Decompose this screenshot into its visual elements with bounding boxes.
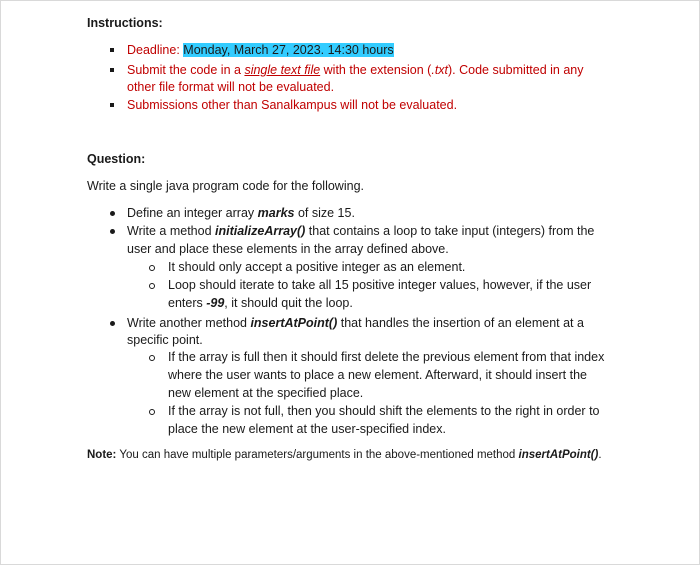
- txt-extension: .txt: [431, 63, 449, 77]
- bullet-initialize-array-line2: user and place these elements in the array defined above.: [127, 242, 449, 256]
- b3-post: that handles the insertion of an element at a: [337, 316, 584, 330]
- circle-bullet-icon: [149, 409, 155, 415]
- instructions-heading: Instructions:: [87, 16, 163, 30]
- s2-pre: enters: [168, 296, 207, 310]
- b3-pre: Write another method: [127, 316, 251, 330]
- submit-text: Submit the code in a: [127, 63, 245, 77]
- bullet-define-array: [127, 205, 355, 222]
- note-line: [87, 447, 602, 464]
- s2-post: , it should quit the loop.: [224, 296, 353, 310]
- square-bullet-icon: [110, 48, 114, 52]
- note-text: You can have multiple parameters/arguments in the above-mentioned method: [116, 449, 519, 461]
- initialize-array-identifier: initializeArray(): [215, 224, 306, 238]
- sub-loop-line1: Loop should iterate to take all 15 positive integer values, however, if the user: [168, 278, 592, 292]
- circle-bullet-icon: [149, 283, 155, 289]
- b1-pre: Define an integer array: [127, 206, 258, 220]
- sub-array-full-line3: new element at the specified place.: [168, 386, 364, 400]
- quit-value: -99: [206, 296, 225, 310]
- sub-positive-integer: It should only accept a positive integer as an element.: [168, 260, 466, 274]
- sub-array-not-full-line2: place the new element at the user-specified index.: [168, 422, 446, 436]
- submit-line-2: other file format will not be evaluated.: [127, 80, 335, 94]
- dot-bullet-icon: [110, 229, 115, 234]
- square-bullet-icon: [110, 68, 114, 72]
- circle-bullet-icon: [149, 265, 155, 271]
- bullet-insert-at-point-line2: specific point.: [127, 333, 203, 347]
- bullet-initialize-array: [127, 223, 594, 240]
- insert-at-point-identifier: insertAtPoint(): [250, 316, 338, 330]
- submit-text-mid: with the extension (: [320, 63, 432, 77]
- dot-bullet-icon: [110, 321, 115, 326]
- deadline-label: Deadline:: [127, 43, 184, 57]
- circle-bullet-icon: [149, 355, 155, 361]
- deadline-value: Monday, March 27, 2023. 14:30 hours: [183, 43, 394, 57]
- b1-post: of size 15.: [294, 206, 355, 220]
- marks-identifier: marks: [257, 206, 295, 220]
- sub-loop-line2: [168, 295, 353, 312]
- sanalkampus-line: Submissions other than Sanalkampus will not be evaluated.: [127, 98, 458, 112]
- question-heading: Question:: [87, 152, 146, 166]
- sub-array-full-line1: If the array is full then it should first delete the previous element from that index: [168, 350, 605, 364]
- note-label: Note:: [87, 449, 117, 461]
- deadline-line: [127, 42, 394, 59]
- square-bullet-icon: [110, 103, 114, 107]
- submit-line-1: [127, 62, 584, 79]
- b2-pre: Write a method: [127, 224, 216, 238]
- dot-bullet-icon: [110, 211, 115, 216]
- sub-array-full-line2: where the user wants to place a new element. Afterward, it should insert the: [168, 368, 587, 382]
- note-method: insertAtPoint(): [518, 449, 599, 461]
- submit-text-post: ). Code submitted in any: [448, 63, 584, 77]
- single-text-file-emphasis: single text file: [244, 63, 321, 77]
- bullet-insert-at-point: [127, 315, 584, 332]
- b2-post: that contains a loop to take input (integers) from the: [305, 224, 595, 238]
- note-end: .: [598, 449, 602, 461]
- sub-array-not-full-line1: If the array is not full, then you should shift the elements to the right in order to: [168, 404, 600, 418]
- question-intro: Write a single java program code for the following.: [87, 179, 364, 193]
